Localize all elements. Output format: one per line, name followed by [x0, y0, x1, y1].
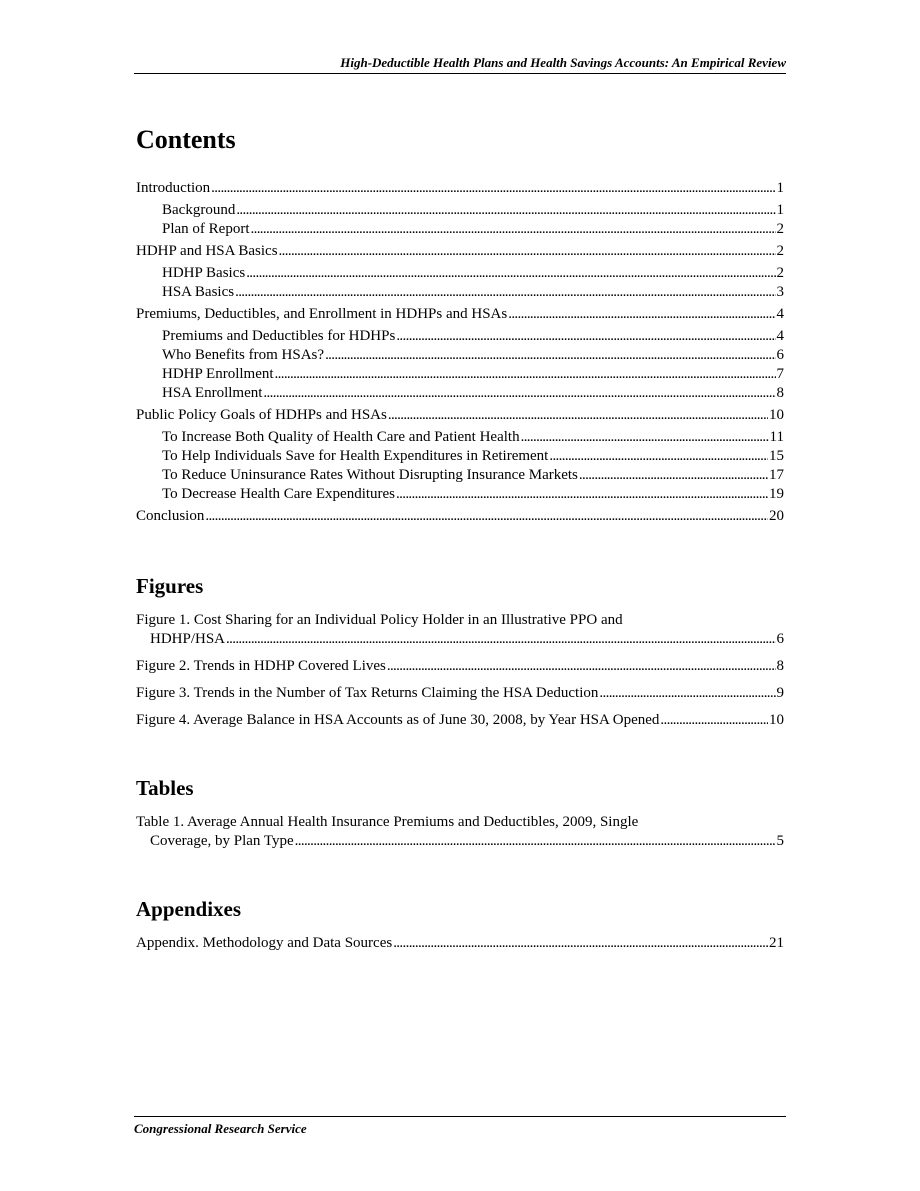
toc-entry-increase-quality[interactable] — [136, 428, 784, 447]
dot-leader — [521, 428, 769, 447]
figure-entry-1[interactable] — [136, 611, 784, 649]
toc-entry-page: 15 — [769, 448, 784, 464]
dot-leader — [393, 934, 768, 953]
toc-entry-public-policy-goals[interactable] — [136, 406, 784, 425]
dot-leader — [279, 242, 776, 261]
figure-entry-label: Figure 3. Trends in the Number of Tax Returns Claiming the HSA Deduction — [136, 685, 599, 701]
toc-entry-label: Introduction — [136, 180, 211, 196]
dot-leader — [549, 447, 768, 466]
toc-entry-who-benefits[interactable] — [136, 346, 784, 365]
toc-entry-page: 2 — [776, 265, 784, 281]
dot-leader — [275, 365, 776, 384]
dot-leader — [396, 485, 768, 504]
toc-entry-label: To Reduce Uninsurance Rates Without Disrupting Insurance Markets — [162, 467, 578, 483]
toc-entry-page: 20 — [769, 508, 784, 524]
toc-entry-background[interactable] — [136, 201, 784, 220]
toc-entry-hsa-enrollment[interactable] — [136, 384, 784, 403]
contents-heading: Contents — [136, 125, 236, 154]
toc-entry-page: 4 — [776, 328, 784, 344]
table-entry-1[interactable] — [136, 813, 784, 851]
figure-entry-4[interactable] — [136, 711, 784, 730]
appendix-entry-label: Appendix. Methodology and Data Sources — [136, 935, 393, 951]
dot-leader — [226, 630, 775, 649]
toc-entry-label: Plan of Report — [162, 221, 250, 237]
dot-leader — [325, 346, 775, 365]
toc-entry-page: 6 — [776, 347, 784, 363]
toc-entry-save-retirement[interactable] — [136, 447, 784, 466]
toc-entry-label: Background — [162, 202, 236, 218]
toc-entry-label: To Increase Both Quality of Health Care and Patient Health — [162, 429, 520, 445]
tables-list — [136, 813, 784, 851]
dot-leader — [246, 264, 775, 283]
toc-entry-page: 10 — [769, 407, 784, 423]
dot-leader — [235, 283, 775, 302]
figure-entry-page: 9 — [776, 685, 784, 701]
footer-text: Congressional Research Service — [134, 1121, 307, 1136]
appendix-entry-1[interactable] — [136, 934, 784, 953]
figure-entry-label: HDHP/HSA — [150, 631, 226, 647]
running-header-title: High-Deductible Health Plans and Health Savings Accounts: An Empirical Review — [340, 55, 786, 70]
figure-entry-label: Figure 4. Average Balance in HSA Accounts as of June 30, 2008, by Year HSA Opened — [136, 712, 660, 728]
dot-leader — [205, 507, 768, 526]
running-header — [134, 55, 786, 74]
figure-entry-3[interactable] — [136, 684, 784, 703]
dot-leader — [263, 384, 775, 403]
toc-entry-page: 17 — [769, 467, 784, 483]
dot-leader — [295, 832, 776, 851]
page-footer — [134, 1116, 786, 1138]
toc-entry-reduce-uninsurance[interactable] — [136, 466, 784, 485]
toc-entry-label: HSA Enrollment — [162, 385, 263, 401]
dot-leader — [508, 305, 775, 324]
dot-leader — [388, 406, 768, 425]
figure-entry-page: 6 — [776, 631, 784, 647]
dot-leader — [236, 201, 775, 220]
toc-entry-page: 11 — [769, 429, 784, 445]
appendixes-list — [136, 934, 784, 953]
toc-entry-label: HDHP Enrollment — [162, 366, 274, 382]
dot-leader — [251, 220, 776, 239]
toc-entry-premiums-deductibles-hdhps[interactable] — [136, 327, 784, 346]
toc-entry-label: Who Benefits from HSAs? — [162, 347, 325, 363]
toc-entry-label: To Decrease Health Care Expenditures — [162, 486, 396, 502]
toc-entry-premiums-deductibles-enrollment[interactable] — [136, 305, 784, 324]
toc-entry-hsa-basics[interactable] — [136, 283, 784, 302]
figure-entry-2[interactable] — [136, 657, 784, 676]
toc-entry-page: 2 — [776, 243, 784, 259]
toc-entry-hdhp-basics[interactable] — [136, 264, 784, 283]
dot-leader — [579, 466, 768, 485]
toc-entry-label: Premiums, Deductibles, and Enrollment in HDHPs and HSAs — [136, 306, 508, 322]
toc-entry-label: Conclusion — [136, 508, 205, 524]
dot-leader — [396, 327, 775, 346]
table-entry-page: 5 — [776, 833, 784, 849]
figures-heading: Figures — [136, 574, 204, 598]
toc-entry-hdhp-hsa-basics[interactable] — [136, 242, 784, 261]
toc-entry-conclusion[interactable] — [136, 507, 784, 526]
toc-entry-plan-of-report[interactable] — [136, 220, 784, 239]
toc-entry-page: 1 — [776, 202, 784, 218]
toc-entry-label: HSA Basics — [162, 284, 235, 300]
toc-entry-decrease-expenditures[interactable] — [136, 485, 784, 504]
toc-entry-page: 7 — [776, 366, 784, 382]
toc-entry-label: HDHP Basics — [162, 265, 246, 281]
dot-leader — [211, 179, 775, 198]
dot-leader — [387, 657, 776, 676]
toc-entry-page: 19 — [769, 486, 784, 502]
toc-entry-label: To Help Individuals Save for Health Expenditures in Retirement — [162, 448, 549, 464]
toc-entry-label: Public Policy Goals of HDHPs and HSAs — [136, 407, 387, 423]
figure-entry-label-line1: Figure 1. Cost Sharing for an Individual Policy Holder in an Illustrative PPO and — [136, 612, 623, 628]
appendixes-heading: Appendixes — [136, 897, 242, 921]
toc-entry-page: 2 — [776, 221, 784, 237]
figure-entry-label: Figure 2. Trends in HDHP Covered Lives — [136, 658, 386, 674]
appendix-entry-page: 21 — [769, 935, 784, 951]
toc-entry-label: HDHP and HSA Basics — [136, 243, 278, 259]
toc-entry-hdhp-enrollment[interactable] — [136, 365, 784, 384]
figures-list — [136, 611, 784, 730]
toc-entry-page: 3 — [776, 284, 784, 300]
toc-entry-page: 1 — [776, 180, 784, 196]
toc-entry-label: Premiums and Deductibles for HDHPs — [162, 328, 396, 344]
toc-entry-page: 4 — [776, 306, 784, 322]
contents-list — [136, 179, 784, 526]
figure-entry-page: 8 — [776, 658, 784, 674]
toc-entry-page: 8 — [776, 385, 784, 401]
figure-entry-page: 10 — [769, 712, 784, 728]
table-entry-label: Coverage, by Plan Type — [150, 833, 294, 849]
table-entry-label-line1: Table 1. Average Annual Health Insurance Premiums and Deductibles, 2009, Single — [136, 814, 639, 830]
toc-body — [136, 120, 784, 953]
toc-entry-introduction[interactable] — [136, 179, 784, 198]
tables-heading: Tables — [136, 776, 194, 800]
dot-leader — [660, 711, 768, 730]
dot-leader — [599, 684, 775, 703]
